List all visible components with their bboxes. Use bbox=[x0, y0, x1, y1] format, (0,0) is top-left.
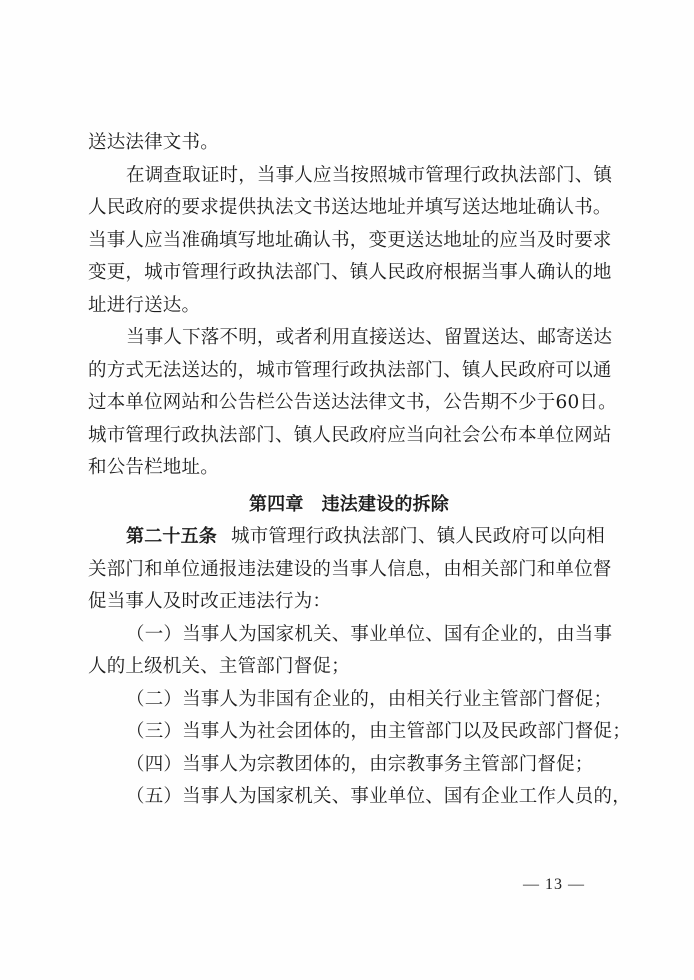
chapter-heading bbox=[88, 485, 610, 522]
paragraph-line: 变更，城市管理行政执法部门、镇人民政府根据当事人确认的地 bbox=[88, 262, 612, 283]
paragraph-line: 和公告栏地址。 bbox=[88, 457, 219, 478]
chapter-number: 第四章 bbox=[248, 493, 304, 515]
document-body bbox=[88, 127, 631, 814]
paragraph-line: 促当事人及时改正违法行为： bbox=[88, 591, 332, 612]
list-item: （一）当事人为国家机关、事业单位、国有企业的，由当事 bbox=[126, 623, 613, 645]
article-text: 城市管理行政执法部门、镇人民政府可以向相 bbox=[231, 526, 606, 547]
article-first-line bbox=[88, 521, 610, 554]
article-number: 第二十五条 bbox=[126, 526, 217, 547]
paragraph-line: 人民政府的要求提供执法文书送达地址并填写送达地址确认书。 bbox=[88, 197, 612, 218]
paragraph-line: 址进行送达。 bbox=[88, 294, 201, 316]
paragraph-line: 送达法律文书。 bbox=[88, 132, 219, 153]
list-item: （四）当事人为宗教团体的，由宗教事务主管部门督促； bbox=[126, 753, 594, 775]
list-item-continuation: 人的上级机关、主管部门督促； bbox=[88, 656, 350, 677]
list-item: （二）当事人为非国有企业的，由相关行业主管部门督促； bbox=[126, 688, 613, 710]
list-item: （五）当事人为国家机关、事业单位、国有企业工作人员的， bbox=[126, 786, 631, 807]
chapter-title: 违法建设的拆除 bbox=[321, 493, 449, 515]
page-number: — 13 — bbox=[523, 876, 585, 893]
paragraph-line: 关部门和单位通报违法建设的当事人信息，由相关部门和单位督 bbox=[88, 558, 612, 580]
paragraph-line: 当事人应当准确填写地址确认书，变更送达地址的应当及时要求 bbox=[88, 229, 612, 251]
paragraph-line: 当事人下落不明，或者利用直接送达、留置送达、邮寄送达 bbox=[126, 327, 613, 348]
paragraph-line: 在调查取证时，当事人应当按照城市管理行政执法部门、镇 bbox=[126, 164, 613, 186]
paragraph-line: 过本单位网站和公告栏公告送达法律文书，公告期不少于60日。 bbox=[88, 392, 617, 413]
paragraph-line: 的方式无法送达的，城市管理行政执法部门、镇人民政府可以通 bbox=[88, 359, 612, 381]
paragraph-line: 城市管理行政执法部门、镇人民政府应当向社会公布本单位网站 bbox=[88, 424, 612, 446]
list-item: （三）当事人为社会团体的，由主管部门以及民政部门督促； bbox=[126, 721, 631, 742]
